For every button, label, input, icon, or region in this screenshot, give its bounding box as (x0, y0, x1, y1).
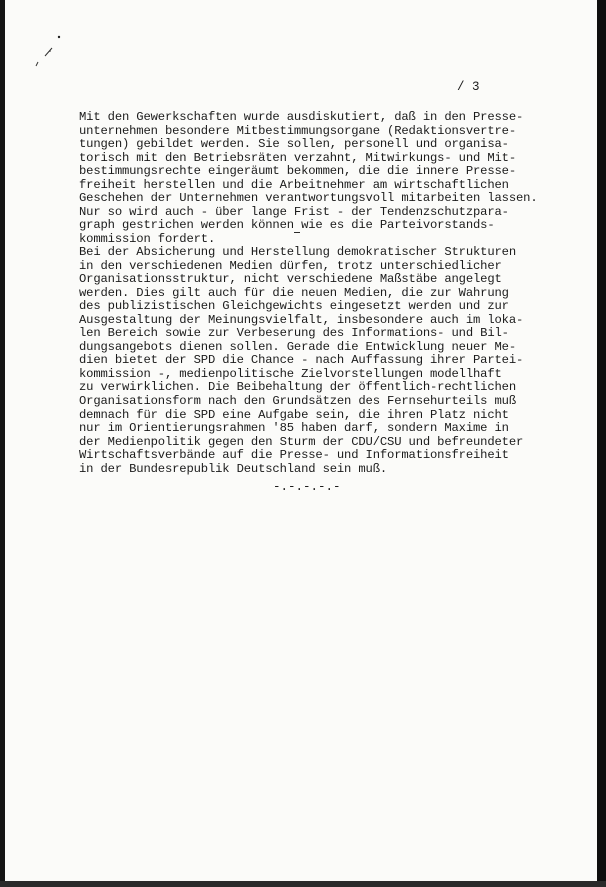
text-line: Mit den Gewerkschaften wurde ausdiskutiert, daß in den Presse- (79, 110, 524, 124)
text-line: dien bietet der SPD die Chance - nach Auffassung ihrer Partei- (79, 353, 524, 368)
text-line: torisch mit den Betriebsräten verzahnt, Mitwirkungs- und Mit- (79, 150, 516, 165)
page-number: / 3 (457, 80, 480, 94)
text-line: Nur so wird auch - über lange Frist - der Tendenzschutzpara- (79, 204, 509, 219)
text-line: Organisationsform nach den Grundsätzen des Fernsehurteils muß (79, 394, 516, 409)
text-line: unternehmen besondere Mitbestimmungsorgane (Redaktionsvertre- (79, 123, 516, 138)
text-line: werden. Dies gilt auch für die neuen Medien, die zur Wahrung (79, 285, 509, 300)
margin-pencil-marks (33, 34, 63, 68)
text-line: des publizistischen Gleichgewichts eingesetzt werden und zur (79, 299, 509, 314)
paragraph-2 (79, 246, 549, 476)
text-line: len Bereich sowie zur Verbeserung des Informations- und Bil- (79, 326, 509, 341)
end-mark: -.-.-.-.- (273, 480, 341, 494)
text-line: Geschehen der Unternehmen verantwortungsvoll mitarbeiten lassen. (79, 191, 538, 206)
text-line: nur im Orientierungsrahmen '85 haben darf, sondern Maxime in (79, 421, 509, 436)
document-page (5, 0, 597, 887)
text-line: Bei der Absicherung und Herstellung demokratischer Strukturen (79, 245, 516, 259)
text-line: zu verwirklichen. Die Beibehaltung der öffentlich-rechtlichen (79, 380, 516, 395)
text-line: tungen) gebildet werden. Sie sollen, personell und organisa- (79, 137, 509, 152)
text-line: Organisationsstruktur, nicht verschiedene Maßstäbe angelegt (79, 272, 502, 287)
text-line: kommission -, medienpolitische Zielvorstellungen modellhaft (79, 366, 502, 381)
text-line: Ausgestaltung der Meinungsvielfalt, insbesondere auch im loka- (79, 312, 524, 327)
text-line: kommission fordert. (79, 231, 216, 246)
text-line: graph gestrichen werden können wie es die Parteivorstands- (79, 218, 495, 233)
paragraph-1 (79, 111, 549, 246)
text-line: freiheit herstellen und die Arbeitnehmer am wirtschaftlichen (79, 177, 509, 192)
scan-border-right (597, 0, 606, 887)
text-line: Wirtschaftsverbände auf die Presse- und Informationsfreiheit (79, 448, 509, 463)
text-line: der Medienpolitik gegen den Sturm der CDU/CSU und befreundeter (79, 434, 524, 449)
text-line: dungsangebots dienen sollen. Gerade die Entwicklung neuer Me- (79, 339, 516, 354)
text-line: in der Bundesrepublik Deutschland sein muß. (79, 461, 388, 476)
text-line: demnach für die SPD eine Aufgabe sein, die ihren Platz nicht (79, 407, 509, 422)
text-line: bestimmungsrechte eingeräumt bekommen, die die innere Presse- (79, 164, 516, 179)
stray-mark (294, 232, 300, 233)
text-line: in den verschiedenen Medien dürfen, trotz unterschiedlicher (79, 258, 502, 273)
scan-border-bottom (0, 881, 606, 887)
